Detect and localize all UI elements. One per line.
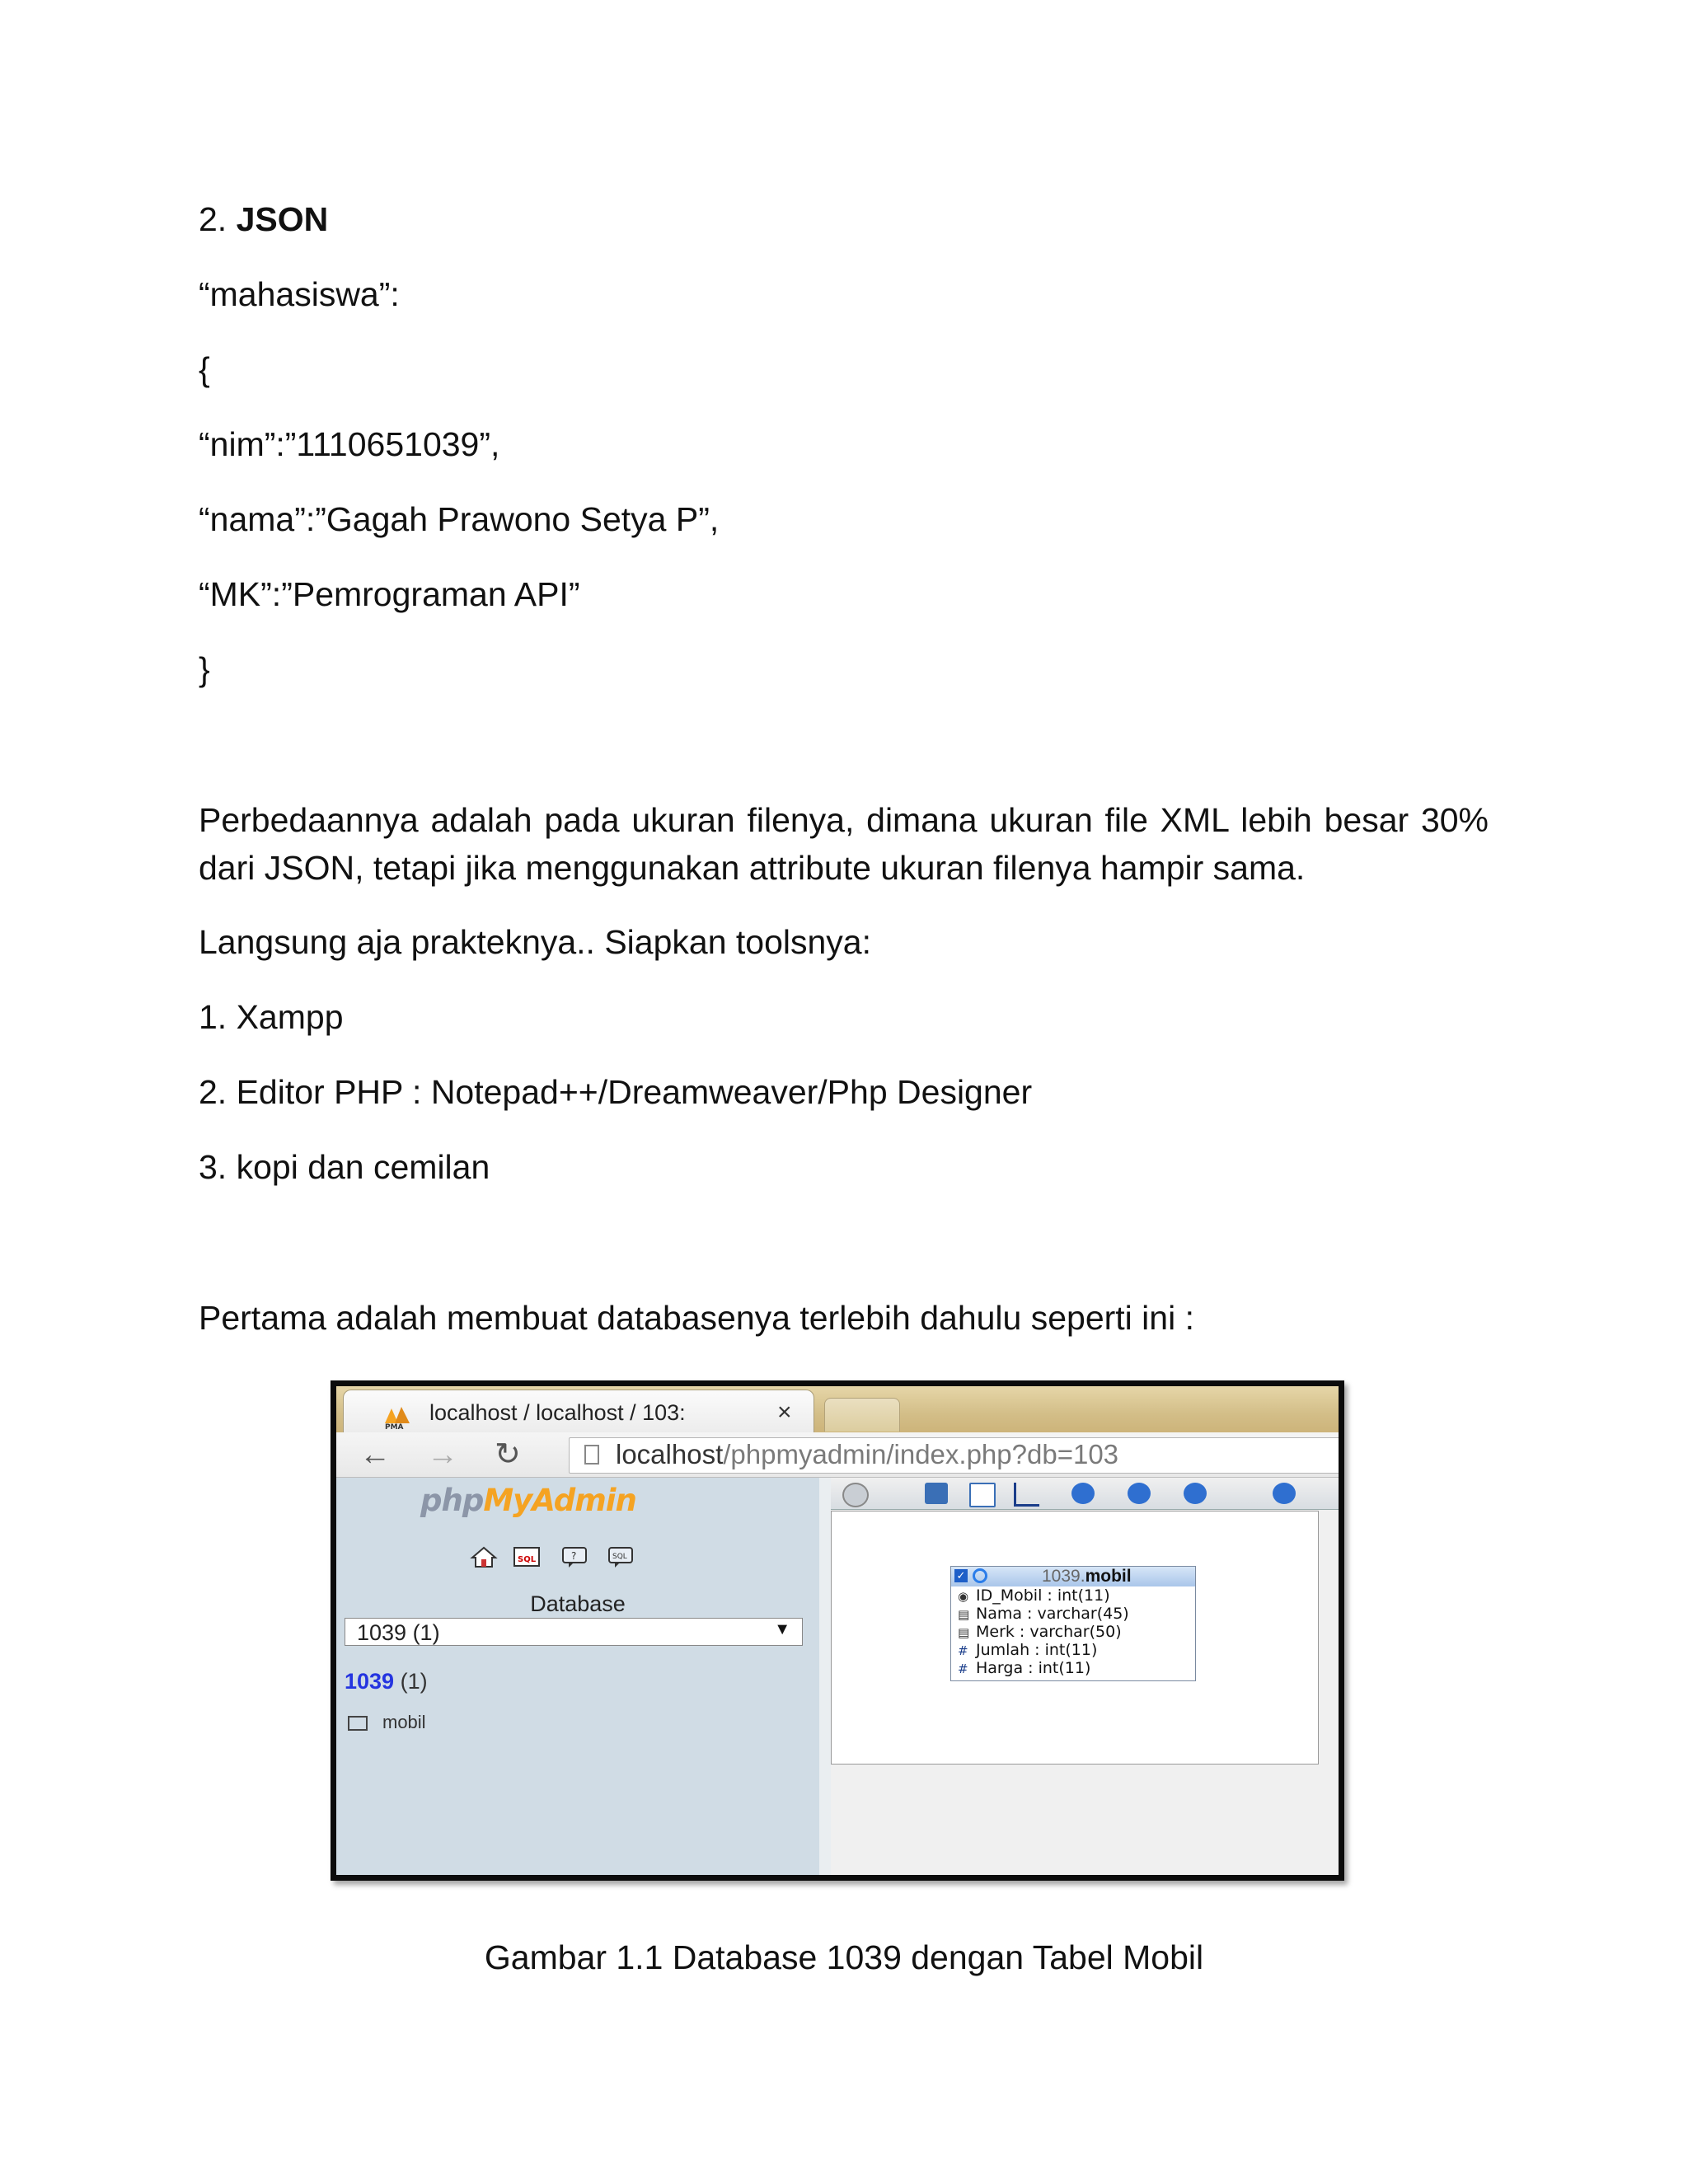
text-column-icon: ▤: [958, 1607, 970, 1622]
erd-column-label: Harga : int(11): [976, 1659, 1091, 1677]
logo-php: php: [420, 1483, 484, 1518]
svg-text:PMA: PMA: [385, 1423, 404, 1430]
svg-text:SQL: SQL: [612, 1553, 627, 1561]
json-line: {: [199, 350, 210, 388]
home-icon[interactable]: [470, 1545, 498, 1568]
tab-close-icon[interactable]: ×: [777, 1399, 792, 1426]
tool-item: 2. Editor PHP : Notepad++/Dreamweaver/Php Designer: [199, 1073, 1033, 1111]
sql-query-icon[interactable]: [513, 1545, 541, 1568]
reload-icon[interactable]: ↻: [495, 1437, 521, 1472]
text-column-icon: ▤: [958, 1625, 970, 1640]
database-intro: Pertama adalah membuat databasenya terlebih dahulu seperti ini :: [199, 1299, 1194, 1337]
address-bar[interactable]: [569, 1437, 1344, 1474]
info-icon[interactable]: [1273, 1483, 1296, 1504]
pma-favicon-icon: [382, 1405, 416, 1430]
browser-tabbar: [336, 1386, 1339, 1432]
erd-column: [951, 1641, 1195, 1659]
designer-panel: [831, 1478, 1344, 1881]
url-host: localhost: [616, 1439, 724, 1469]
database-select[interactable]: [345, 1618, 803, 1646]
phpmyadmin-screenshot: [331, 1380, 1344, 1881]
tool-item: 3. kopi dan cemilan: [199, 1148, 490, 1186]
browser-tab[interactable]: [343, 1390, 814, 1433]
erd-table-header[interactable]: [951, 1567, 1195, 1586]
help-icon[interactable]: [560, 1545, 588, 1568]
gear-icon[interactable]: [973, 1568, 987, 1583]
primary-key-icon: ◉: [958, 1589, 969, 1604]
table-link-label: mobil: [382, 1712, 426, 1732]
svg-text:SQL: SQL: [518, 1555, 537, 1564]
database-link-name: 1039: [345, 1669, 395, 1694]
table-link-mobil[interactable]: [348, 1712, 426, 1733]
database-select-value: 1039 (1): [357, 1620, 440, 1645]
database-link[interactable]: [345, 1669, 428, 1694]
erd-table-title: [1042, 1567, 1132, 1586]
phpmyadmin-logo[interactable]: [420, 1483, 636, 1518]
view-icon[interactable]: [1071, 1483, 1095, 1504]
section-heading: [199, 199, 328, 240]
json-line: “nim”:”1110651039”,: [199, 425, 500, 463]
json-line: “MK”:”Pemrograman API”: [199, 575, 580, 613]
svg-text:?: ?: [571, 1550, 577, 1562]
page-icon: [584, 1445, 599, 1465]
logo-myadmin: MyAdmin: [483, 1483, 636, 1518]
refresh-icon[interactable]: [1128, 1483, 1151, 1504]
figure-caption: Gambar 1.1 Database 1039 dengan Tabel Mobil: [484, 1938, 1204, 1976]
new-tab-button[interactable]: [824, 1398, 900, 1432]
designer-canvas[interactable]: [831, 1511, 1319, 1765]
erd-table-name: mobil: [1085, 1567, 1132, 1586]
erd-column: [951, 1659, 1195, 1677]
tool-item: 1. Xampp: [199, 998, 344, 1036]
erd-table-mobil[interactable]: [950, 1566, 1196, 1681]
table-list-icon[interactable]: [969, 1483, 996, 1507]
url-text: [616, 1439, 1118, 1470]
relation-line-icon[interactable]: [1014, 1483, 1039, 1507]
url-path: /phpmyadmin/index.php?db=103: [723, 1439, 1119, 1469]
numeric-column-icon: #: [958, 1643, 968, 1658]
save-icon[interactable]: [925, 1483, 948, 1504]
comparison-text: Perbedaannya adalah pada ukuran filenya, dimana ukuran file XML lebih besar 30% dari JSON, tetapi jika menggunakan attribute ukuran filenya hampir sama.: [199, 801, 1489, 887]
json-line: “nama”:”Gagah Prawono Setya P”,: [199, 500, 720, 538]
erd-column-label: Jumlah : int(11): [976, 1641, 1098, 1659]
tab-title: localhost / localhost / 103:: [429, 1400, 686, 1425]
designer-toolbar: [831, 1478, 1344, 1510]
erd-column: [951, 1605, 1195, 1623]
toggle-icon[interactable]: [842, 1483, 869, 1507]
section-number: 2.: [199, 200, 227, 238]
pma-navigation-panel: [336, 1478, 819, 1881]
json-line: “mahasiswa”:: [199, 275, 400, 313]
dropdown-arrow-icon: ▼: [774, 1620, 790, 1638]
numeric-column-icon: #: [958, 1661, 968, 1676]
database-link-count: (1): [400, 1669, 428, 1694]
erd-column-label: Merk : varchar(50): [976, 1623, 1122, 1641]
checkbox-icon[interactable]: ✓: [954, 1569, 968, 1582]
sql-docs-icon[interactable]: [607, 1545, 635, 1568]
json-line: }: [199, 650, 210, 688]
erd-column: [951, 1586, 1195, 1605]
erd-column-label: Nama : varchar(45): [976, 1605, 1129, 1623]
comparison-paragraph: [199, 796, 1489, 892]
panel-divider[interactable]: [819, 1478, 831, 1881]
database-label: Database: [530, 1591, 626, 1616]
tools-intro: Langsung aja prakteknya.. Siapkan toolsnya:: [199, 923, 871, 961]
section-title: JSON: [236, 200, 329, 238]
erd-column: [951, 1623, 1195, 1641]
designer-help-icon[interactable]: [1184, 1483, 1207, 1504]
erd-column-label: ID_Mobil : int(11): [976, 1586, 1110, 1605]
forward-arrow-icon[interactable]: →: [427, 1437, 458, 1472]
table-icon: [348, 1716, 368, 1731]
erd-table-db: 1039.: [1042, 1567, 1085, 1586]
browser-navbar: [336, 1432, 1339, 1478]
back-arrow-icon[interactable]: ←: [359, 1437, 391, 1472]
